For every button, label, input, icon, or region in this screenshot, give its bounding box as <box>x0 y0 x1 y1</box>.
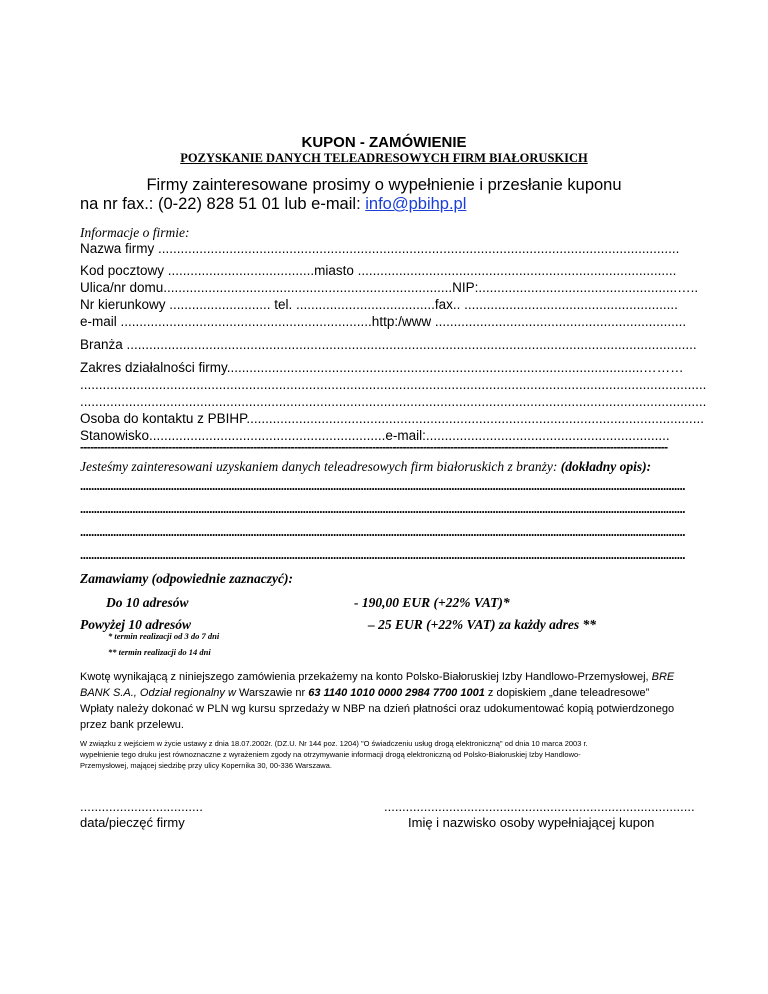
phone-fax-field[interactable]: Nr kierunkowy ........................... tel. .....................................fax.. ......................................................... <box>80 297 678 312</box>
signature-line[interactable]: ...................................................................................... <box>384 799 695 814</box>
bank-name-1: BRE <box>651 671 675 683</box>
legal-line-3: Przemysłowej, mającej siedzibę przy ulicy Kopernika 30, 00-336 Warszawa. <box>80 761 332 770</box>
option-over-10-label[interactable]: Powyżej 10 adresów <box>80 617 191 632</box>
email-link[interactable]: info@pbihp.pl <box>365 195 467 213</box>
postal-city-field[interactable]: Kod pocztowy .......................................miasto ..................................................................................... <box>80 263 677 278</box>
intro-line-1: Firmy zainteresowane prosimy o wypełnienie i przesłanie kuponu <box>146 176 622 194</box>
interest-line-1[interactable]: ............................................................................................................................................................................................................................ <box>80 478 685 493</box>
payment-line-4: przez bank przelewu. <box>80 719 184 731</box>
payment-paragraph <box>80 671 720 735</box>
payment-text-3: z dopiskiem „dane teleadresowe” <box>484 687 650 699</box>
option-up-to-10-label[interactable]: Do 10 adresów <box>106 595 189 610</box>
delivery-note-2: ** termin realizacji do 14 dni <box>108 647 211 657</box>
date-stamp-line[interactable]: .................................. <box>80 799 203 814</box>
company-section-label: Informacje o firmie: <box>80 225 190 240</box>
scope-field[interactable]: Zakres działalności firmy...............................................................................................................……… <box>80 360 684 375</box>
form-subtitle: POZYSKANIE DANYCH TELEADRESOWYCH FIRM BIAŁORUSKICH <box>180 151 588 165</box>
interest-statement <box>80 459 651 475</box>
payment-line-3: Wpłaty należy dokonać w PLN wg kursu sprzedaży w NBP na dzień płatności oraz udokumentować kopią potwierdzonego <box>80 703 675 715</box>
contact-person-field[interactable]: Osoba do kontaktu z PBIHP.......................................................................................................................... <box>80 411 704 426</box>
scope-blank-line-2[interactable]: ....................................................................................................................................................................... <box>80 394 707 409</box>
legal-line-2: wypełnienie tego druku jest równoznaczne z wyrażeniem zgody na otrzymywanie informacji drogą elektroniczną od Polsko-Białoruskiej Izby Handlowo- <box>80 750 581 759</box>
signature-label: Imię i nazwisko osoby wypełniającej kupon <box>408 815 655 830</box>
bank-account-number: 63 1140 1010 0000 2984 7700 1001 <box>308 687 485 699</box>
form-title: KUPON - ZAMÓWIENIE <box>301 134 467 151</box>
option-up-to-10-price: - 190,00 EUR (+22% VAT)* <box>354 595 510 610</box>
interest-line-4[interactable]: ............................................................................................................................................................................................................................ <box>80 547 685 562</box>
bank-name-2: BANK S.A., Odział regionalny w <box>80 687 239 699</box>
intro-line-2 <box>80 195 466 214</box>
order-heading: Zamawiamy (odpowiednie zaznaczyć): <box>80 571 293 586</box>
section-separator: ----------------------------------------------------------------------------------------------------------------------------------------------------------------------------- <box>80 440 668 454</box>
interest-line-2[interactable]: ............................................................................................................................................................................................................................ <box>80 501 685 516</box>
date-stamp-label: data/pieczęć firmy <box>80 815 185 830</box>
scope-blank-line-1[interactable]: ....................................................................................................................................................................... <box>80 377 707 392</box>
delivery-note-1: * termin realizacji od 3 do 7 dni <box>108 631 220 641</box>
payment-line-2 <box>80 687 720 703</box>
legal-notice <box>80 738 720 771</box>
company-name-field[interactable]: Nazwa firmy ........................................................................................................................................... <box>80 241 680 256</box>
email-www-field[interactable]: e-mail ...................................................................http:/www ................................................................... <box>80 314 687 329</box>
street-nip-field[interactable]: Ulica/nr domu.............................................................................NIP:.....................................................….. <box>80 280 699 295</box>
position-email-field[interactable]: Stanowisko...............................................................e-mail:................................................................. <box>80 428 670 443</box>
intro-fax-text: na nr fax.: (0-22) 828 51 01 lub e-mail: <box>80 195 366 213</box>
payment-line-1 <box>80 671 720 687</box>
interest-line-3[interactable]: ............................................................................................................................................................................................................................ <box>80 524 685 539</box>
payment-text-2: Warszawie nr <box>238 687 309 699</box>
interest-text: Jesteśmy zainteresowani uzyskaniem danych teleadresowych firm białoruskich z branży: <box>80 459 561 474</box>
option-over-10-price: – 25 EUR (+22% VAT) za każdy adres ** <box>368 617 596 632</box>
legal-line-1: W związku z wejściem w życie ustawy z dnia 18.07.2002r. (DZ.U. Nr 144 poz. 1204) "O świadczeniu usług drogą elektroniczną" od dnia 10 marca 2003 r. <box>80 739 588 748</box>
interest-bold-suffix: (dokładny opis): <box>560 459 652 474</box>
payment-text-1: Kwotę wynikającą z niniejszego zamówienia przekażemy na konto Polsko-Białoruskiej Izby Handlowo-Przemysłowej, <box>80 671 652 683</box>
branch-field[interactable]: Branża ........................................................................................................................................................ <box>80 337 697 352</box>
